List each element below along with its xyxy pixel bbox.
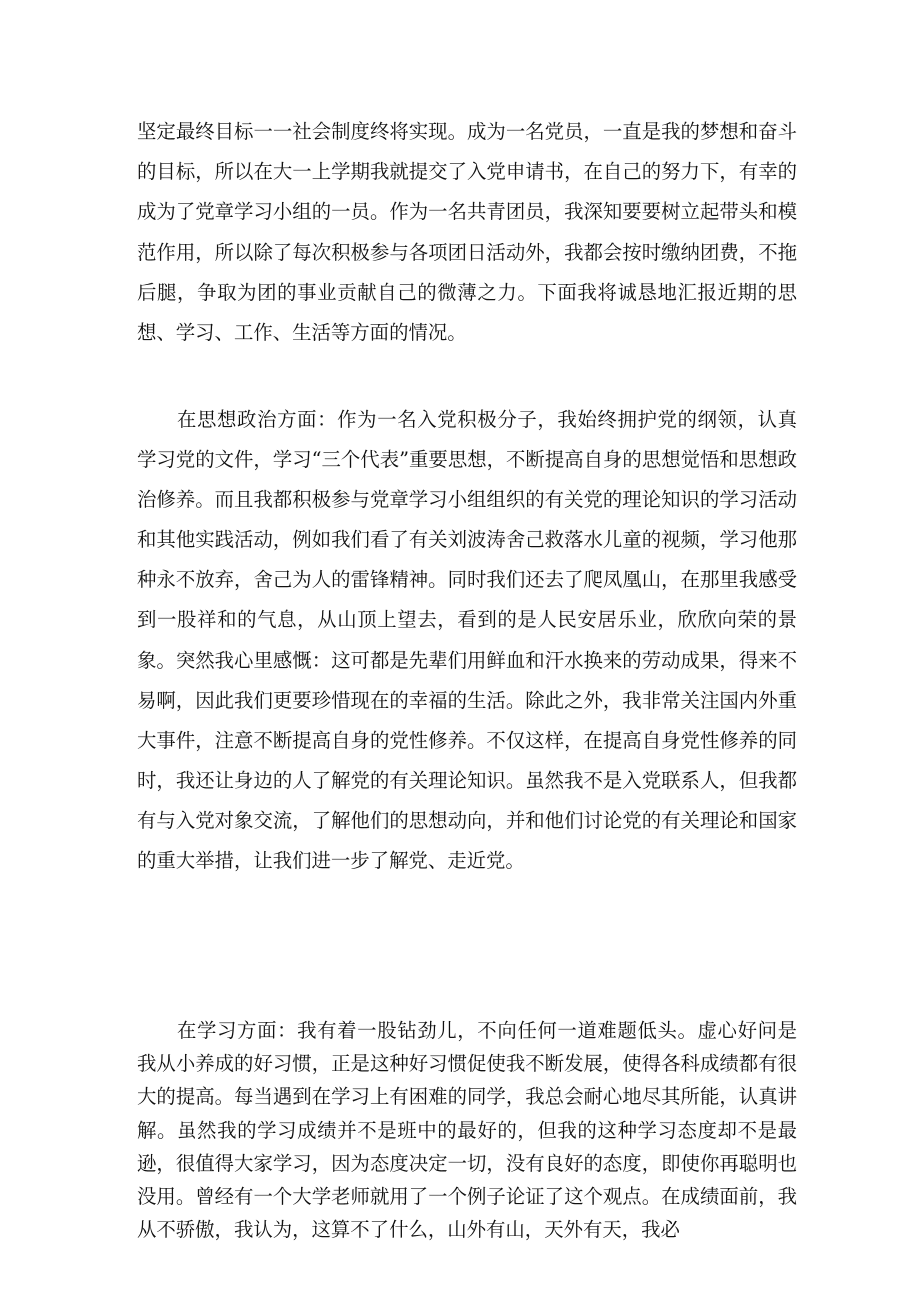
paragraph-ideology: 在思想政治方面：作为一名入党积极分子，我始终拥护党的纲领，认真学习党的文件，学习“三个代表”重要思想，不断提高自身的思想觉悟和思想政治修养。而且我都积极参与党章学习小组组织的有关党的理论知识的学习活动和其他实践活动，例如我们看了有关刘波涛舍己救落水儿童的视频，学习他那种永不放弃，舍己为人的雷锋精神。同时我们还去了爬凤凰山，在那里我感受到一股祥和的气息，从山顶上望去，看到的是人民安居乐业，欣欣向荣的景象。突然我心里感慨：这可都是先辈们用鲜血和汗水换来的劳动成果，得来不易啊，因此我们更要珍惜现在的幸福的生活。除此之外，我非常关注国内外重大事件，注意不断提高自身的党性修养。不仅这样，在提高自身党性修养的同时，我还让身边的人了解党的有关理论知识。虽然我不是入党联系人，但我都有与入党对象交流，了解他们的思想动向，并和他们讨论党的有关理论和国家的重大举措，让我们进一步了解党、走近党。 xyxy=(137,408,797,873)
paragraph-study: 在学习方面：我有着一股钻劲儿，不向任何一道难题低头。虚心好问是我从小养成的好习惯，正是这种好习惯促使我不断发展，使得各科成绩都有很大的提高。每当遇到在学习上有困难的同学，我总会耐心地尽其所能，认真讲解。虽然我的学习成绩并不是班中的最好的，但我的这种学习态度却不是最逊，很值得大家学习，因为态度决定一切，没有良好的态度，即使你再聪明也没用。曾经有一个大学老师就用了一个例子论证了这个观点。在成绩面前，我从不骄傲，我认为，这算不了什么，山外有山，天外有天，我必 xyxy=(137,1019,797,1242)
paragraph-intro: 坚定最终目标一一社会制度终将实现。成为一名党员，一直是我的梦想和奋斗的目标，所以在大一上学期我就提交了入党申请书，在自己的努力下，有幸的成为了党章学习小组的一员。作为一名共青团员，我深知要要树立起带头和模范作用，所以除了每次积极参与各项团日活动外，我都会按时缴纳团费，不拖后腿，争取为团的事业贡献自己的微薄之力。下面我将诚恳地汇报近期的思想、学习、工作、生活等方面的情况。 xyxy=(137,120,797,345)
